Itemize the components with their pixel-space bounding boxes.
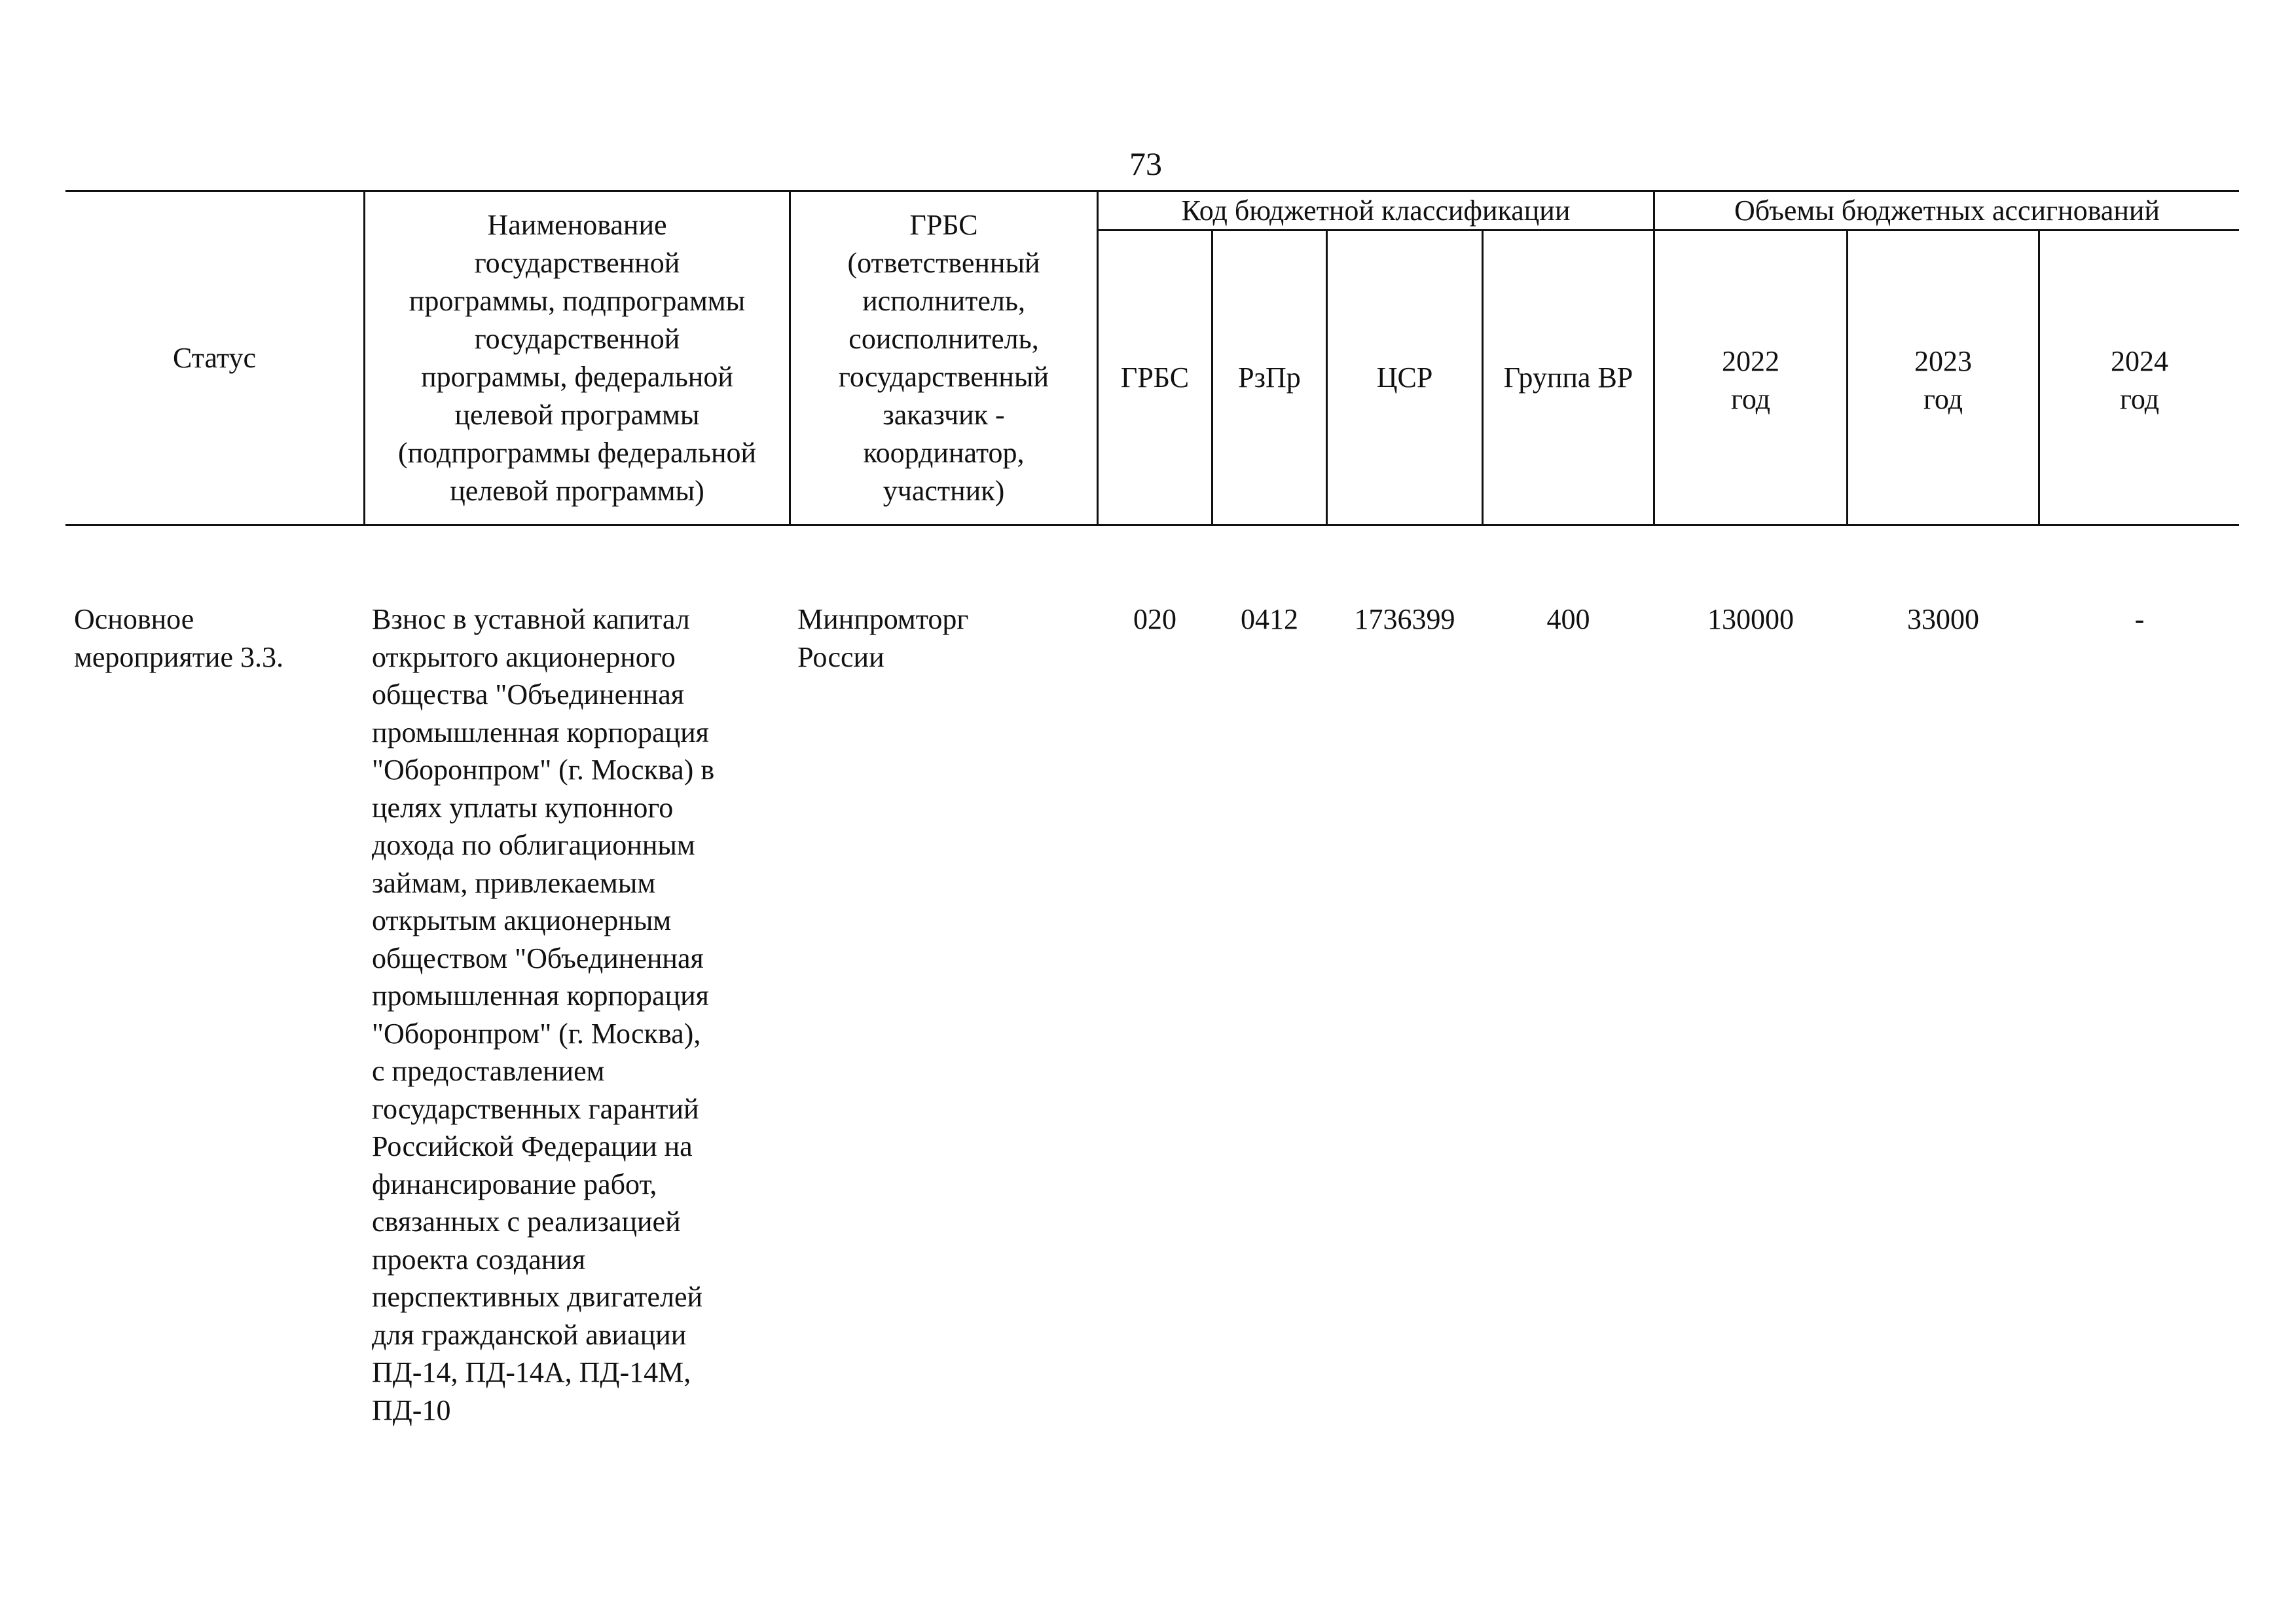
header-year-2023: 2023 год — [1914, 345, 1972, 415]
header-budget-volume: Объемы бюджетных ассигнований — [1734, 194, 2160, 227]
header-bottom-border — [65, 524, 2239, 526]
header-status: Статус — [172, 341, 257, 374]
row-group-vr: 400 — [1546, 603, 1590, 635]
header-grbs-full: ГРБС (ответственный исполнитель, соисполнитель, государственный заказчик - координатор, участник) — [838, 208, 1049, 507]
header-year-2022: 2022 год — [1722, 345, 1779, 415]
row-year-2023: 33000 — [1907, 603, 1979, 635]
row-year-2024: - — [2134, 603, 2145, 635]
row-executor: Минпромторг России — [797, 603, 969, 673]
row-name: Взнос в уставной капитал открытого акционерного общества "Объединенная промышленная корпорация "Оборонпром" (г. Москва) в целях уплаты купонного дохода по облигационным займам, привлекаемым открытым акционерным обществом "Объединенная промышленная корпорация "Оборонпром" (г. Москва), с предоставлением государственных гарантий Российской Федерации на финансирование работ, связанных с реализацией проекта создания перспективных двигателей для гражданской авиации ПД-14, ПД-14А, ПД-14М, ПД-10 — [372, 603, 715, 1426]
header-budget-code: Код бюджетной классификации — [1181, 194, 1571, 227]
page-number: 73 — [1129, 145, 1162, 182]
header-grbs: ГРБС — [1120, 361, 1190, 394]
row-rzpr: 0412 — [1241, 603, 1298, 635]
row-status: Основное мероприятие 3.3. — [74, 603, 284, 673]
row-csr: 1736399 — [1354, 603, 1455, 635]
header-year-2024: 2024 год — [2111, 345, 2168, 415]
header-group-vr: Группа ВР — [1503, 361, 1633, 394]
header-rzpr: РзПр — [1238, 361, 1301, 394]
row-grbs: 020 — [1133, 603, 1176, 635]
row-year-2022: 130000 — [1707, 603, 1794, 635]
header-csr: ЦСР — [1376, 361, 1433, 394]
header-program-name: Наименование государственной программы, подпрограммы государственной программы, федеральной целевой программы (подпрограммы федеральной целевой программы) — [397, 208, 757, 507]
